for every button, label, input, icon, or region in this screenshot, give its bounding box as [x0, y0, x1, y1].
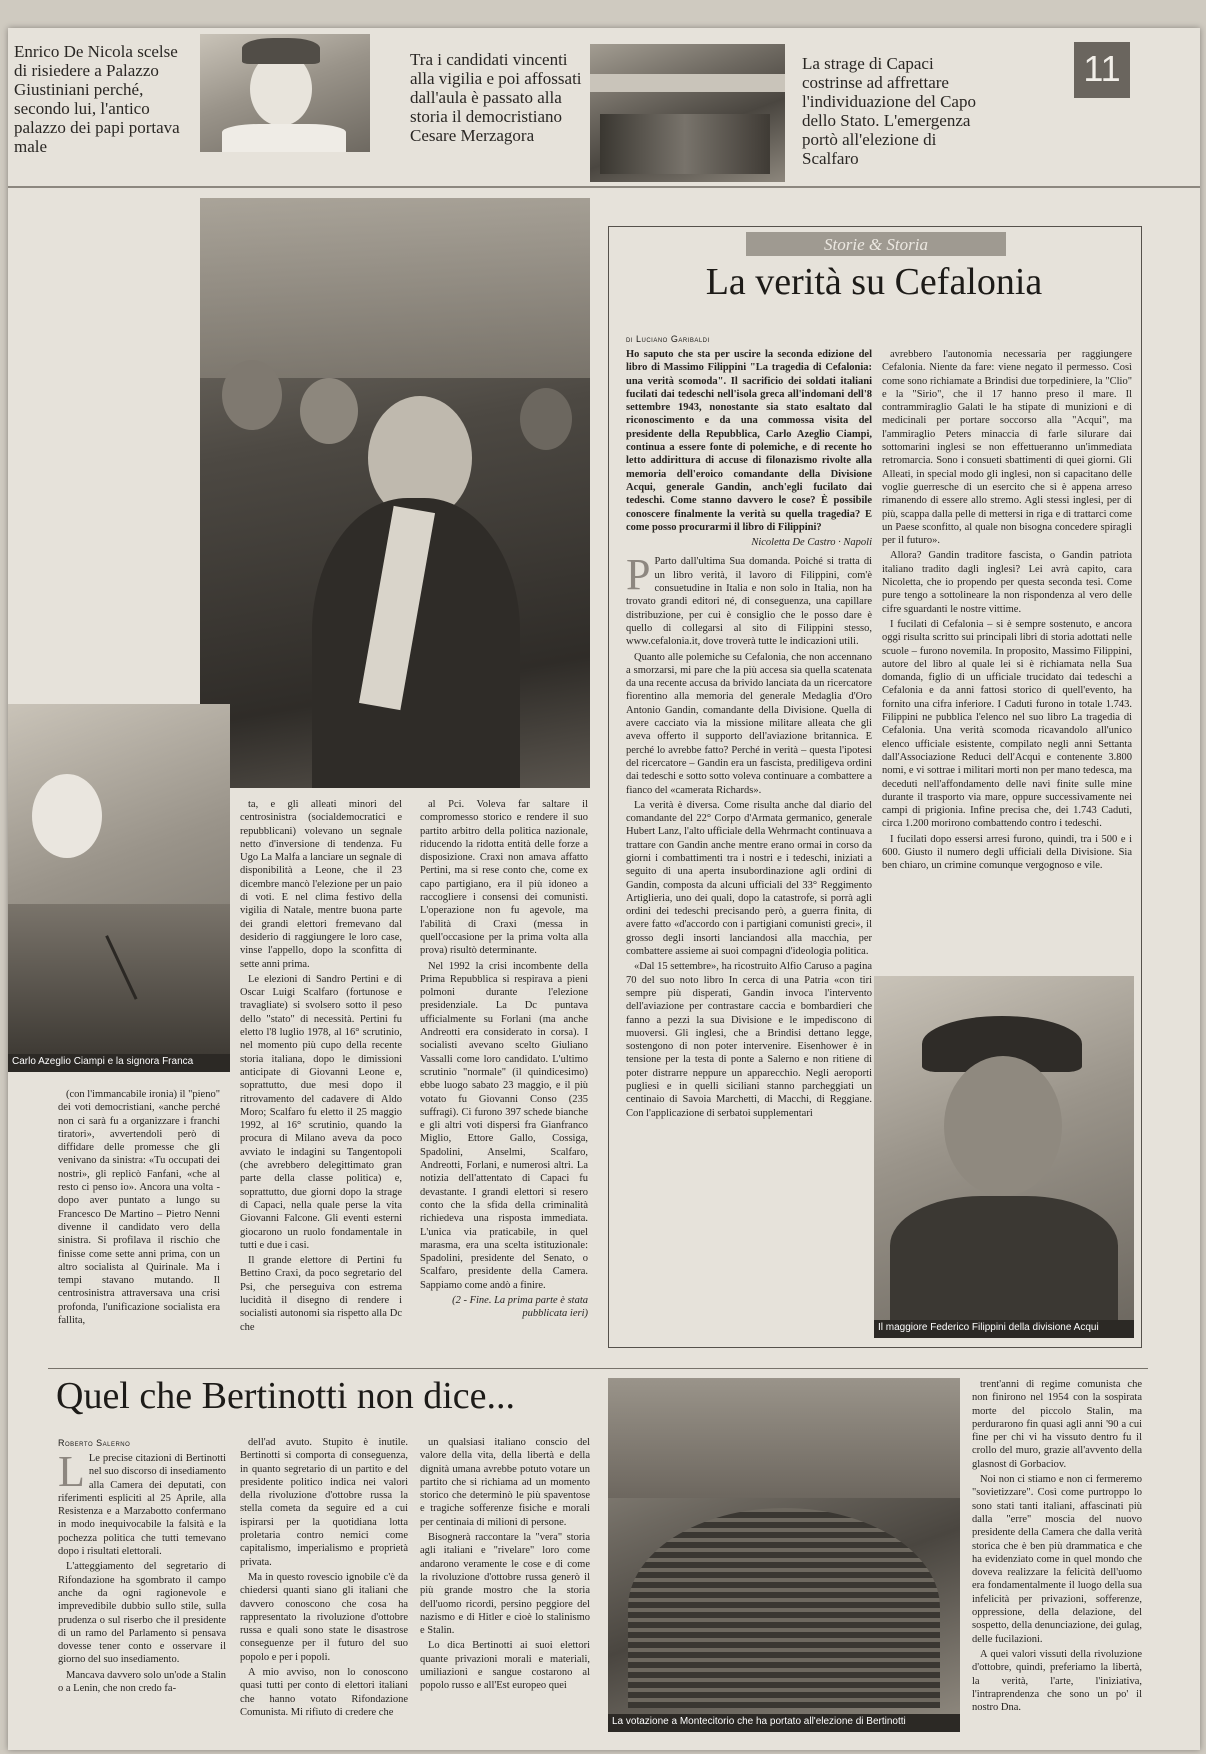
bertinotti-byline: Roberto Salerno: [58, 1438, 131, 1448]
bertinotti-col4: [972, 1378, 1142, 1744]
left-article-col3: [420, 798, 588, 1350]
cefalonia-title: La verità su Cefalonia: [705, 261, 1043, 303]
teaser-merzagora: Tra i candidati vincenti alla vigilia e poi affossati dall'aula è passato alla storia il democristiano Cesare Merzagora: [410, 50, 582, 145]
reader-letter-signature: Nicoletta De Castro · Napoli: [751, 537, 872, 549]
page-number: 11: [1083, 48, 1121, 89]
section-kicker: Storie & Storia: [824, 235, 928, 254]
paragraph: Noi non ci stiamo e non ci fermeremo "sovietizzare". Così come purtroppo lo sono stati tanti italiani, affascinati più dalla "erre" moscia del nuovo presidente della Camera che dalla verità storica che è ben più drammatica e che ha evidenziato come in quel mondo che doveva realizzare la felicità dell'uomo era fondamentalmente il luogo della sua infelicità per privazioni, sofferenze, oppressione, della delazione, del sospetto, della denunciazione, dei gulag, delle fucilazioni.: [972, 1474, 1142, 1645]
end-note: (2 - Fine. La prima parte è stata pubblicata ieri): [452, 1294, 588, 1320]
filippini-photo-caption-bar: [874, 1320, 1134, 1338]
drop-cap: P: [626, 550, 651, 600]
paragraph: I fucilati di Cefalonia – si è sempre sostenuto, e ancora oggi risulta scritto sui principali libri di storia adottati nelle scuole – furono novemila. In proposito, Massimo Filippini, autore del libro al quale lei si è richiamata nella Sua domanda, figlio di un ufficiale trucidato dai tedeschi a Cefalonia e da anni fattosi storico di quell'evento, ha fornito una cifra inferiore. I Caduti furono in totale 1.743. Filippini ne pubblica l'elenco nel suo libro La tragedia di Cefalonia. Una verità scomoda ricavandolo all'unico elenco ufficiale esistente, compilato negli anni Settanta dall'Associazione Reduci dell'Acqui e contenente 3.800 nomi, e vi sottrae i militari morti non per mano tedesca, ma deceduti nell'affondamento delle navi finite sulle mine durante il trasporto via mare, oppure successivamente nei campi di prigionia. Infine precisa che, dei 1.743 Caduti, circa 1.200 morirono combattendo contro i tedeschi.: [882, 618, 1132, 830]
paragraph: Il grande elettore di Pertini fu Bettino Craxi, da poco segretario del Psi, che perseguiva con estrema lucidità il disegno di rendere i socialisti autonomi sia rispetto alla Dc che: [240, 1255, 402, 1333]
paragraph: Mancava davvero solo un'ode a Stalin o a Lenin, che non credo fa-: [58, 1669, 226, 1695]
teaser-capaci: La strage di Capaci costrinse ad affrettare l'individuazione del Capo dello Stato. L'emergenza portò all'elezione di Scalfaro: [802, 54, 976, 168]
bertinotti-title: Quel che Bertinotti non dice...: [56, 1375, 516, 1417]
paragraph: Bisognerà raccontare la "vera" storia agli italiani e "rivelare" loro come andarono veramente le cose e di come la rivoluzione d'ottobre russa generò il più grande mostro che la storia dell'uomo ricordi, persino peggiore del nazismo e di Hitler e cioè lo stalinismo e Stalin.: [420, 1532, 590, 1637]
bertinotti-col3: [420, 1436, 590, 1744]
paragraph: (con l'immancabile ironia) il "pieno" dei voti democristiani, «anche perché non ci sarà fu a organizzare i franchi tiratori», avvertendoli però di diffidare delle promesse che gli venivano da sinistra: «Tu occupati dei nostri», gli replicò Fanfani, «che al resto ci penso io». Ancora una volta - dopo aver puntato a lungo su Francesco De Martino – Pietro Nenni divenne il candidato vero della sinistra. Si profilava il rischio che finisse come sette anni prima, con un altro socialista al Quirinale. Ma i tempi stavano mutando. Il centrosinistra attraversava una crisi profonda, l'unificazione socialista era fallita,: [58, 1089, 220, 1327]
paragraph: un qualsiasi italiano conscio del valore della vita, della libertà e della dignità umana avrebbe potuto votare un partito che si richiama ad un momento storico che determinò le più spaventose e tragiche sofferenze fisiche e morali per centinaia di milioni di persone.: [420, 1437, 590, 1528]
section-kicker-bar: [746, 232, 1006, 256]
teaser-photo-de-nicola: [200, 34, 370, 152]
paragraph: Le elezioni di Sandro Pertini e di Oscar Luigi Scalfaro (fortunose e travagliate) si svolsero sotto il peso dello "stato" di necessità. Pertini fu eletto l'8 luglio 1978, al 16° scrutinio, nel momento più cupo della recente storia italiana, dopo le dimissioni anticipate di Giovanni Leone e, soprattutto, due mesi dopo il ritrovamento del cadavere di Aldo Moro; Scalfaro fu eletto il 25 maggio 1992, al 16° scrutinio, quando la procura di Milano aveva da poco avviato le indagini su Tangentopoli (che avrebbero delegittimato gran parte della classe politica) e, soprattutto, due giorni dopo la strage di Capaci, nella quale perse la vita Giovanni Falcone. Gli eventi esterni giocarono un ruolo fondamentale in tutti e due i casi.: [240, 973, 402, 1251]
bertinotti-col1: [58, 1452, 226, 1744]
filippini-photo-caption: Il maggiore Federico Filippini della divisione Acqui: [878, 1322, 1099, 1333]
paragraph: L'atteggiamento del segretario di Rifondazione ha sgombrato il campo anche da ogni ragionevole e imprevedibile dubbio sullo stile, sulla prudenza o sul riserbo che il presidente di un ramo del Parlamento si pensava dovesse tener conto e osservare il giorno del suo insediamento.: [58, 1561, 226, 1666]
teaser-photo-capaci: [590, 44, 785, 182]
page-number-box: [1074, 42, 1130, 98]
cefalonia-col1: [626, 348, 872, 1338]
paragraph: «Dal 15 settembre», ha ricostruito Alfio Caruso a pagina 70 del suo noto libro In cerca di una Patria «con tiri sempre più disperati, Gandin invoca l'intervento dell'aviazione per contrastare caccia e bombardieri che fanno a pezzi la sua Divisione e le impediscono di muoversi. Gli inglesi, che a Brindisi dettano legge, sostengono di non poter intervenire. Eisenhower è in tensione per la testa di ponte a Salerno e non ritiene di poter distrarre neppure un apparecchio. Negli aeroporti pugliesi e in quelli siciliani stanno parcheggiati un centinaio di Savoia Marchetti, di Macchi, di Reggiane. Con l'applicazione di serbatoi supplementari: [626, 961, 872, 1119]
ciampi-secondary-photo: [8, 704, 230, 1054]
paragraph: A mio avviso, non lo conoscono quasi tutti per conto di elettori italiani che hanno votato Rifondazione Comunista. Mi rifiuto di credere che: [240, 1667, 408, 1718]
paragraph: La verità è diversa. Come risulta anche dal diario del comandante del 22° Corpo d'Armata germanico, generale Hubert Lanz, l'alto ufficiale della Wehrmacht continuava a trattare con Gandin anche mentre erano ormai in corso da giorni i combattimenti tra i nostri e i tedeschi, iniziati a seguito di una aperta insubordinazione agli ordini di Gandin, composta da alcuni ufficiali del 33° Reggimento Artiglieria, uno dei quali, dopo la catastrofe, si porrà agli ordini dei tedeschi precisando però, a guerra finita, di avere fatto «d'accordo con i partigiani comunisti greci», il grosso degli insorti lanciandosi alla macchia, per combattere assieme ai suoi compagni d'ideologia politica.: [626, 799, 872, 958]
montecitorio-caption-bar: [608, 1714, 960, 1732]
paragraph: I fucilati dopo essersi arresi furono, quindi, tra i 500 e i 600. Giusto il numero degli ufficiali della Divisione. Sia ben chiaro, un crimine comunque vergognoso e vile.: [882, 833, 1132, 872]
reader-letter: Ho saputo che sta per uscire la seconda edizione del libro di Massimo Filippini "La tragedia di Cefalonia: una verità scomoda". Il sacrificio dei soldati italiani fucilati dai tedeschi nell'isola greca all'indomani dell'8 settembre 1943, nonostante sia stato esaltato dal riconoscimento e da una commossa visita del presidente della Repubblica, Carlo Azeglio Ciampi, continua a essere fonte di polemiche, e di recente ho letto addirittura di accuse di filonazismo rivolte alla memoria dell'eroico comandante della Divisione Acqui, generale Gandin, anch'egli fucilato dai tedeschi. Come stanno davvero le cose? È possibile conoscere finalmente la verità su quella tragedia? E come posso procurarmi il libro di Filippini?: [626, 349, 872, 533]
paragraph: trent'anni di regime comunista che non finirono nel 1954 con la sospirata morte del piccolo Stalin, ma perdurarono fin quasi agli anni '90 a cui fine per chi vi ha vissuto dentro fu il crollo del muro, grazie all'avvento della glasnost di Gorbaciov.: [972, 1379, 1142, 1470]
cefalonia-col2: [882, 348, 1132, 968]
montecitorio-photo-caption: La votazione a Montecitorio che ha portato all'elezione di Bertinotti: [612, 1716, 906, 1727]
drop-cap: L: [58, 1452, 85, 1496]
paragraph: dell'ad avuto. Stupito è inutile. Bertinotti si comporta di conseguenza, in quanto segretario di un partito e del presidente politico indica nei valori della rivoluzione d'ottobre russa la stella cometa da seguire ed a cui ispirarsi per la quotidiana lotta proletaria contro nemici come capitalismo, imperialismo e proprietà privata.: [240, 1437, 408, 1568]
paragraph: avrebbero l'autonomia necessaria per raggiungere Cefalonia. Niente da fare: viene negato il permesso. Così come sono richiamate a Brindisi due torpediniere, la "Clio" e la "Sirio", che il 17 hanno preso il mare. Il contrammiraglio Galati le ha stipate di munizioni e di medicinali per portare soccorso alla "Acqui", ma l'ammiraglio Peters minaccia di farle silurare dai sottomarini inglesi se non effettueranno un'immediata retromarcia. Sono i consueti sbattimenti di quei giorni. Gli Alleati, in special modo gli inglesi, non si capacitano delle voglie guerresche di un esercito che si è appena arreso rimanendo di essere allo stremo. Agli stessi inglesi, per di più, scappa dalla pelle di mettersi in riga e di trattarci come un Paese sconfitto, al quale non bisogna concedere spiragli per il futuro».: [882, 349, 1132, 547]
ciampi-main-photo: [200, 198, 590, 788]
ciampi-photo-caption-bar: [8, 1054, 230, 1072]
ciampi-photo-caption: Carlo Azeglio Ciampi e la signora Franca: [12, 1056, 194, 1067]
paragraph: Quanto alle polemiche su Cefalonia, che non accennano a smorzarsi, mi pare che la più accesa sia quella scatenata da una recente accusa da brivido lanciata da un ricercatore fiorentino alla memoria del generale Medaglia d'Oro Antonio Gandin, comandante della Divisione. Quella di avere cacciato via la missione militare alleata che gli aveva offerto il supporto dell'aviazione britannica. E perché lo avrebbe fatto? Perché in verità – questa l'ipotesi del ricercatore – Gandin era un fascista, prediligeva ordini dai tedeschi e sotto sotto voleva continuare a combattere a fianco del «camerata Richards».: [626, 651, 872, 796]
opening-paragraph: L Le precise citazioni di Bertinotti nel suo discorso di insediamento alla Camera dei deputati, con riferimenti espliciti al 25 Aprile, alla Resistenza e a Marzabotto confermano in modo inequivocabile la falsità e la pochezza politica che tutti temevano dopo i risultati elettorali.: [58, 1452, 226, 1558]
paragraph: A quei valori vissuti della rivoluzione d'ottobre, quindi, preferiamo la libertà, la verità, l'arte, l'iniziativa, l'intraprendenza che sono un po' il nostro Dna.: [972, 1648, 1142, 1714]
teaser-strip: [8, 28, 1200, 188]
paragraph: Ma in questo rovescio ignobile c'è da chiedersi quanti siano gli italiani che davvero conoscono che cosa ha rappresentato la rivoluzione d'ottobre russa e quali sono state le disastrose conseguenze per il futuro del suo popolo e per i popoli.: [240, 1571, 408, 1663]
newspaper-page: [8, 28, 1200, 1750]
bottom-divider: [48, 1368, 1148, 1369]
answer-paragraph: P Parto dall'ultima Sua domanda. Poiché si tratta di un libro verità, il lavoro di Filippini, com'è consuetudine in Italia e non solo in Italia, non ha trovato grandi editori né, di conseguenza, una capillare distribuzione, per cui è consiglio che le posso dare è quello di collegarsi al sito di Filippini stesso, www.cefalonia.it, dove troverà tutte le indicazioni utili.: [626, 550, 872, 648]
teaser-de-nicola: Enrico De Nicola scelse di risiedere a Palazzo Giustiniani perché, secondo lui, l'antico palazzo dei papi portava male: [14, 42, 180, 156]
bertinotti-col2: [240, 1436, 408, 1744]
filippini-photo: [874, 976, 1134, 1320]
paragraph: Lo dica Bertinotti ai suoi elettori quante privazioni morali e materiali, umiliazioni e sangue costarono al popolo russo e all'Est europeo quei: [420, 1640, 590, 1692]
left-article-col1: [58, 1088, 220, 1350]
paragraph: ta, e gli alleati minori del centrosinistra (socialdemocratici e repubblicani) volevano un segnale netto d'inversione di tendenza. Fu Ugo La Malfa a lanciare un segnale di disponibilità a Leone, che il 23 dicembre mancò l'elezione per un paio di voti. E nel clima festivo della vigilia di Natale, mentre buona parte dei grandi elettori fremevano dal desiderio di raggiungere le loro case, vinse l'appello, dopo la sconfitta di sette anni prima.: [240, 799, 402, 970]
paragraph: Nel 1992 la crisi incombente della Prima Repubblica si respirava a pieni polmoni durante l'elezione presidenziale. La Dc puntava ufficialmente su Forlani (ma anche Andreotti era considerato in corsa). I socialisti avevano scelto Giuliano Vassalli come loro candidato. L'ultimo scrutinio "normale" (il quindicesimo) ebbe luogo sabato 23 maggio, e il più votato fu Giovanni Conso (235 suffragi). Ci furono 397 schede bianche e gli altri voti dispersi fra Gianfranco Miglio, Ettore Gallo, Cossiga, Spadolini, Anselmi, Scalfaro, Andreotti, Forlani, e numerosi altri. La notizia dell'attentato di Capaci fu devastante. I grandi elettori si resero conto che la sfida della criminalità richiedeva una risposta immediata. L'unica via praticabile, in quel marasma, era una scelta istituzionale: Spadolini, presidente del Senato, o Scalfaro, presidente della Camera. Sappiamo come andò a finire.: [420, 960, 588, 1291]
paragraph: al Pci. Voleva far saltare il compromesso storico e rendere il suo partito arbitro della politica nazionale, riducendo la ridotta entità delle forze a disposizione. Craxi non amava affatto Pertini, ma si rese conto che, come ex capo partigiano, era il più idoneo a raccogliere i consensi dei comunisti. L'operazione non fu agevole, ma l'abilità di Craxi (messa in quell'occasione per la prima volta alla prova) risultò determinante.: [420, 799, 588, 957]
montecitorio-photo: [608, 1378, 960, 1714]
cefalonia-byline: di Luciano Garibaldi: [626, 334, 710, 344]
paragraph: Allora? Gandin traditore fascista, o Gandin patriota italiano tradito dagli inglesi? Lei avrà capito, cara Nicoletta, che io propendo per questa seconda tesi. Come pure tengo a sottolineare la non rispondenza al vero delle cifre sguardanti le nostre vittime.: [882, 550, 1132, 615]
left-article-col2: [240, 798, 402, 1350]
